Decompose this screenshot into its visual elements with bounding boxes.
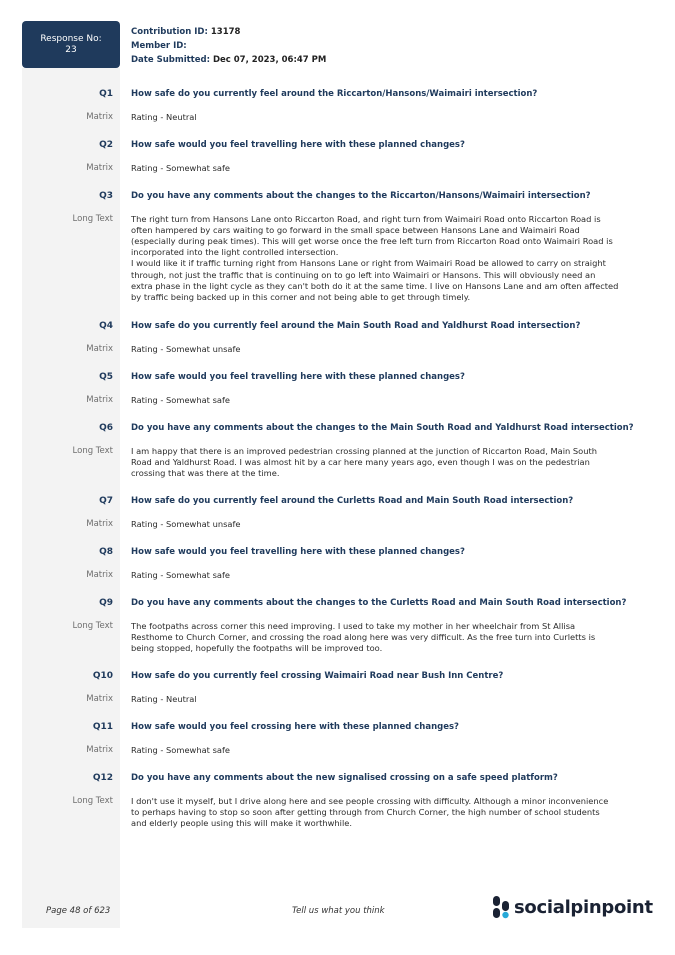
- question-number: Q5: [99, 372, 113, 382]
- question-text: How safe would you feel crossing here with these planned changes?: [131, 722, 459, 732]
- answer-line: Rating - Somewhat unsafe: [131, 519, 241, 529]
- question-number: Q1: [99, 89, 113, 99]
- question-number: Q3: [99, 191, 113, 201]
- answer-type: Matrix: [86, 112, 113, 122]
- answer-line: by traffic being backed up in this corner and not being able to get through timely.: [131, 291, 471, 302]
- answer-line: Rating - Neutral: [131, 112, 197, 122]
- question-text: How safe do you currently feel around the Riccarton/Hansons/Waimairi intersection?: [131, 89, 538, 99]
- answer-type: Matrix: [86, 694, 113, 704]
- question-number: Q2: [99, 140, 113, 150]
- answer-line: Rating - Neutral: [131, 694, 197, 704]
- answer-type: Matrix: [86, 395, 113, 405]
- question-text: Do you have any comments about the changes to the Riccarton/Hansons/Waimairi intersection?: [131, 191, 591, 201]
- question-number: Q9: [99, 598, 113, 608]
- question-text: Do you have any comments about the changes to the Main South Road and Yaldhurst Road intersection?: [131, 423, 634, 433]
- answer-type: Long Text: [72, 621, 113, 631]
- question-text: How safe would you feel travelling here with these planned changes?: [131, 372, 465, 382]
- answer-line: I don't use it myself, but I drive along here and see people crossing with difficulty. Although a minor inconvenience: [131, 796, 609, 806]
- answer-line: I am happy that there is an improved pedestrian crossing planned at the junction of Riccarton Road, Main South: [131, 446, 598, 456]
- question-text: How safe would you feel travelling here with these planned changes?: [131, 140, 465, 150]
- answer-line: Resthome to Church Corner, and crossing the road along here was very difficult. As the free turn into Curletts is: [131, 632, 596, 643]
- submission-meta: [131, 25, 326, 67]
- answer-line: Rating - Somewhat safe: [131, 163, 230, 173]
- answer-line: to perhaps having to stop so soon after getting through from Church Corner, the high number of school students: [131, 807, 600, 818]
- answer-line: The right turn from Hansons Lane onto Riccarton Road, and right turn from Waimairi Road onto Riccarton Road is: [131, 214, 601, 224]
- response-badge: [22, 21, 120, 68]
- footer-tagline: Tell us what you think: [292, 906, 385, 916]
- answer-line: Rating - Somewhat unsafe: [131, 344, 241, 354]
- answer-type: Matrix: [86, 163, 113, 173]
- question-text: How safe do you currently feel around the Main South Road and Yaldhurst Road intersection?: [131, 321, 581, 331]
- question-number: Q12: [92, 773, 113, 783]
- question-number: Q10: [92, 671, 113, 681]
- answer-line: extra phase in the light cycle as they can't both do it at the same time. I live on Hansons Lane and am often affected: [131, 280, 619, 291]
- answer-line: The footpaths across corner this need improving. I used to take my mother in her wheelchair from St Allisa: [131, 621, 576, 631]
- date-label: Date Submitted:: [131, 55, 210, 65]
- answer-type: Matrix: [86, 745, 113, 755]
- page-number: Page 48 of 623: [46, 906, 111, 916]
- answer-line: and elderly people using this will make it worthwhile.: [131, 818, 353, 829]
- member-label: Member ID:: [131, 41, 187, 51]
- date-submitted: Dec 07, 2023, 06:47 PM: [212, 55, 327, 65]
- question-text: How safe do you currently feel crossing Waimairi Road near Bush Inn Centre?: [131, 671, 504, 681]
- answer-line: (especially during peak times). This will get worse once the free left turn from Riccarton Road onto Waimairi Road is: [131, 236, 613, 247]
- answer-type: Long Text: [72, 796, 113, 806]
- answer-line: Rating - Somewhat safe: [131, 570, 230, 580]
- answer-line: Rating - Somewhat safe: [131, 395, 230, 405]
- answer-line: being stopped, hopefully the footpaths will be improved too.: [131, 643, 383, 654]
- answer-line: incorporated into the light controlled intersection.: [131, 247, 339, 258]
- question-text: Do you have any comments about the changes to the Curletts Road and Main South Road intersection?: [131, 598, 627, 608]
- answer-line: often hampered by cars waiting to go forward in the small space between Hansons Lane and Waimairi Road: [131, 225, 580, 236]
- answer-type: Matrix: [86, 570, 113, 580]
- response-number: 23: [65, 44, 77, 55]
- contribution-label: Contribution ID:: [131, 27, 208, 37]
- answer-line: Road and Yaldhurst Road. I was almost hit by a car here many years ago, even though I was on the pedestrian: [131, 457, 590, 468]
- question-number: Q4: [99, 321, 113, 331]
- answer-type: Long Text: [72, 214, 113, 224]
- answer-type: Matrix: [86, 519, 113, 529]
- question-text: Do you have any comments about the new signalised crossing on a safe speed platform?: [131, 773, 558, 783]
- contribution-id: 13178: [210, 27, 241, 37]
- answer-line: crossing that was there at the time.: [131, 468, 280, 479]
- question-number: Q8: [99, 547, 113, 557]
- question-number: Q11: [92, 722, 113, 732]
- answer-type: Long Text: [72, 446, 113, 456]
- response-label: Response No:: [40, 33, 102, 44]
- answer-line: through, not just the traffic that is continuing on to go left into Waimairi or Hansons. This will obviously need an: [131, 269, 596, 280]
- pinpoint-logo-icon: [492, 895, 510, 919]
- question-text: How safe would you feel travelling here with these planned changes?: [131, 547, 465, 557]
- question-number: Q7: [99, 496, 113, 506]
- question-number: Q6: [99, 423, 113, 433]
- brand-name: socialpinpoint: [514, 896, 653, 918]
- question-text: How safe do you currently feel around the Curletts Road and Main South Road intersection?: [131, 496, 574, 506]
- answer-type: Matrix: [86, 344, 113, 354]
- brand-logo: [492, 895, 653, 919]
- answer-line: I would like it if traffic turning right from Hansons Lane or right from Waimairi Road be allowed to carry on straight: [131, 258, 606, 269]
- answer-line: Rating - Somewhat safe: [131, 745, 230, 755]
